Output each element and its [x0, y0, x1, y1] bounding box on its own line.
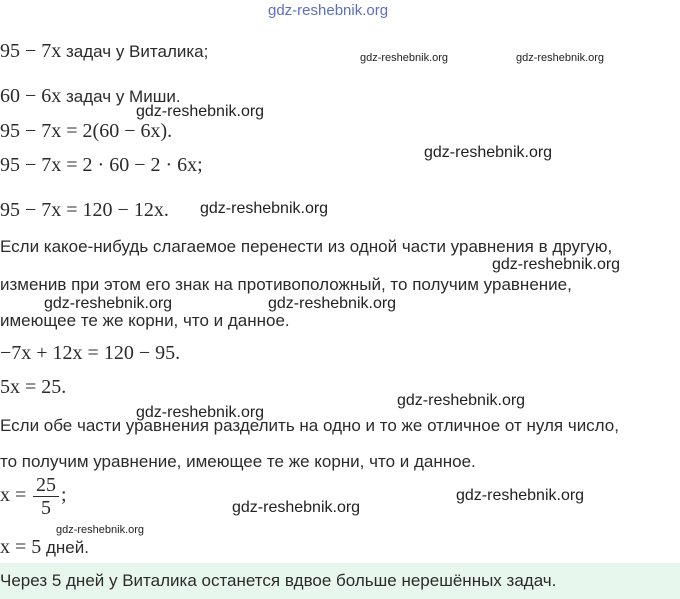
watermark-5: gdz-reshebnik.org: [200, 200, 329, 217]
rule-transfer-line-3: имеющее те же корни, что и данное.: [0, 311, 290, 330]
equation-fraction-line: [0, 474, 67, 519]
watermark-6: gdz-reshebnik.org: [492, 256, 621, 273]
watermark-3: gdz-reshebnik.org: [136, 103, 265, 120]
answer-text: Через 5 дней у Виталика останется вдвое больше нерешённых задач.: [0, 571, 557, 590]
result-unit: дней.: [41, 538, 89, 557]
watermark-12: gdz-reshebnik.org: [232, 499, 361, 516]
watermark-13: gdz-reshebnik.org: [56, 524, 145, 536]
watermark-9: gdz-reshebnik.org: [397, 392, 526, 409]
watermark-4: gdz-reshebnik.org: [424, 144, 553, 161]
watermark-8: gdz-reshebnik.org: [268, 295, 397, 312]
fraction: [33, 474, 59, 519]
watermark-2: gdz-reshebnik.org: [516, 52, 605, 64]
fraction-numerator: 25: [33, 474, 59, 497]
rule-transfer-line-1: Если какое-нибудь слагаемое перенести из одной части уравнения в другую,: [0, 237, 613, 256]
rule-divide-line-2: то получим уравнение, имеющее те же корни, что и данное.: [0, 452, 476, 471]
result-expr: x = 5: [0, 536, 42, 558]
text-vitalik: задач у Виталика;: [61, 42, 209, 61]
equation-3-line: [0, 199, 169, 222]
equation-2: 95 − 7x = 2 · 60 − 2 · 6x;: [0, 154, 203, 176]
equation-4: −7x + 12x = 120 − 95.: [0, 342, 181, 364]
line-vitalik-tasks: [0, 40, 208, 63]
result-line: [0, 536, 89, 559]
fraction-tail: ;: [61, 483, 67, 506]
fraction-denominator: 5: [41, 497, 52, 519]
equation-3: 95 − 7x = 120 − 12x: [0, 199, 164, 221]
expr-misha: 60 − 6x: [0, 85, 62, 107]
equation-1: 95 − 7x = 2(60 − 6x).: [0, 120, 173, 142]
fraction-lhs: x =: [0, 483, 27, 506]
text-misha: задач у Миши.: [61, 87, 181, 106]
rule-divide-line-1: Если обе части уравнения разделить на одно и то же отличное от нуля число,: [0, 416, 619, 435]
answer-box: [0, 563, 680, 599]
watermark-top: gdz-reshebnik.org: [268, 2, 389, 19]
watermark-10: gdz-reshebnik.org: [136, 404, 265, 421]
watermark-7: gdz-reshebnik.org: [44, 295, 173, 312]
watermark-1: gdz-reshebnik.org: [360, 52, 449, 64]
rule-transfer-line-2: изменив при этом его знак на противоположный, то получим уравнение,: [0, 275, 572, 294]
equation-3-dot: .: [163, 199, 169, 221]
watermark-11: gdz-reshebnik.org: [456, 487, 585, 504]
expr-vitalik: 95 − 7x: [0, 40, 62, 62]
equation-5: 5x = 25.: [0, 376, 67, 398]
